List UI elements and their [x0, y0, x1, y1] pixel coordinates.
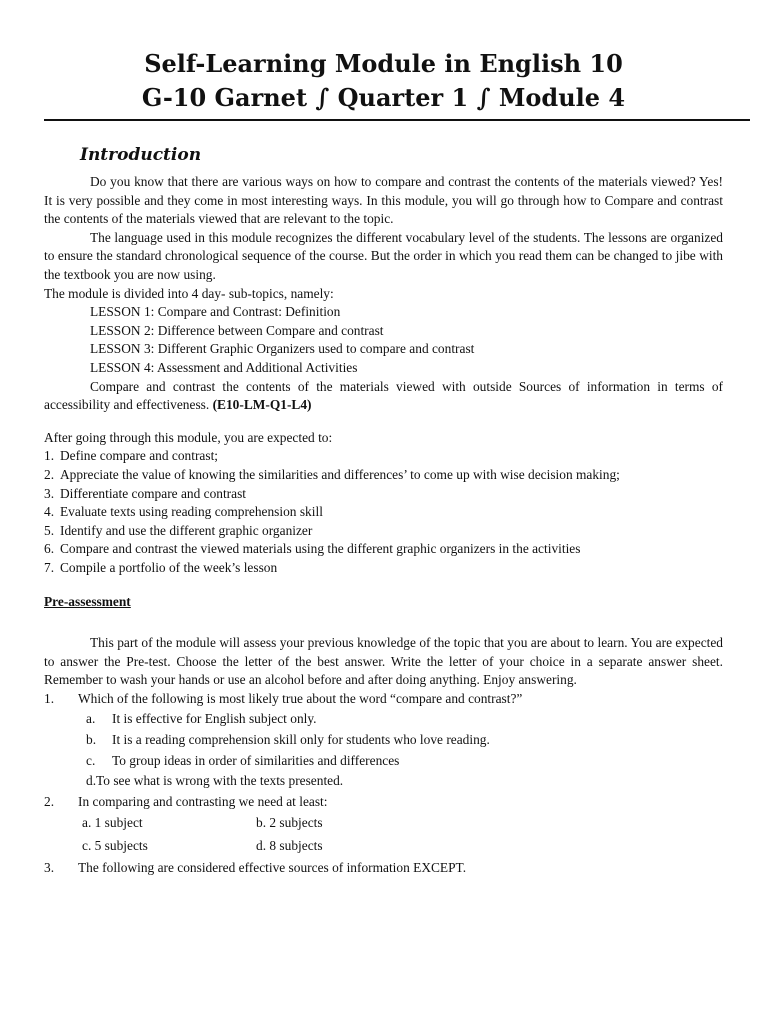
answer-option — [44, 731, 723, 750]
objective-text: Compile a portfolio of the week’s lesson — [60, 559, 278, 575]
module-page — [44, 0, 723, 877]
objectives-list — [44, 447, 723, 577]
question-3 — [44, 859, 723, 878]
answer-options-row — [44, 837, 723, 856]
answer-option: d. 8 subjects — [256, 838, 323, 853]
question-number: 2. — [44, 793, 55, 809]
option-text: It is a reading comprehension skill only for students who love reading. — [112, 732, 490, 748]
competency-statement — [44, 378, 723, 415]
objective-number: 6. — [44, 541, 55, 557]
introduction-body — [44, 173, 723, 877]
question-2 — [44, 793, 723, 812]
question-text: Which of the following is most likely true about the word “compare and contrast?” — [78, 690, 523, 706]
answer-option — [44, 710, 723, 729]
lesson-item: LESSON 1: Compare and Contrast: Definition — [90, 304, 341, 320]
objective-text: Evaluate texts using reading comprehension skill — [60, 504, 323, 520]
question-number: 1. — [44, 690, 55, 706]
answer-option — [44, 752, 723, 771]
objective-item — [44, 447, 723, 466]
question-1 — [44, 690, 723, 709]
objective-item — [44, 485, 723, 504]
objective-item — [44, 466, 723, 485]
objective-item — [44, 540, 723, 559]
objective-number: 1. — [44, 448, 55, 464]
competency-code: (E10-LM-Q1-L4) — [212, 397, 312, 413]
question-number: 3. — [44, 859, 55, 875]
question-text: The following are considered effective sources of information EXCEPT. — [78, 859, 467, 875]
objective-text: Identify and use the different graphic organizer — [60, 522, 313, 538]
intro-paragraph-3: The module is divided into 4 day- sub-topics, namely: — [44, 285, 334, 301]
title-line-2: G-10 Garnet ∫ Quarter 1 ∫ Module 4 — [141, 83, 626, 112]
answer-option: b. 2 subjects — [256, 815, 323, 831]
objective-item — [44, 522, 723, 541]
lesson-item: LESSON 3: Different Graphic Organizers used to compare and contrast — [90, 341, 475, 357]
objective-item — [44, 503, 723, 522]
intro-paragraph-1: Do you know that there are various ways on how to compare and contrast the contents of the materials viewed? Yes! It is very possible and they come in most interesting ways. In this module, you will go through how to Compare and contrast the contents of the materials viewed that are relevant to the topic. — [44, 174, 723, 227]
question-text: In comparing and contrasting we need at least: — [78, 793, 328, 809]
answer-option: a. 1 subject — [82, 815, 143, 831]
answer-options-row — [44, 814, 723, 833]
lesson-item: LESSON 4: Assessment and Additional Activities — [90, 359, 358, 375]
option-letter: c. — [86, 752, 96, 768]
objective-text: Define compare and contrast; — [60, 448, 219, 464]
objective-item — [44, 559, 723, 578]
objective-number: 2. — [44, 466, 55, 482]
competency-text: Compare and contrast the contents of the materials viewed with outside Sources of information in terms of accessibility and effectiveness. — [44, 378, 723, 413]
option-text: To group ideas in order of similarities and differences — [112, 752, 400, 768]
answer-option-d: d.To see what is wrong with the texts presented. — [86, 773, 344, 789]
objective-text: Appreciate the value of knowing the similarities and differences’ to come up with wise decision making; — [60, 466, 620, 482]
objective-text: Differentiate compare and contrast — [60, 485, 247, 501]
answer-option: c. 5 subjects — [82, 838, 148, 853]
objective-number: 3. — [44, 485, 55, 501]
preassessment-heading: Pre-assessment — [44, 594, 131, 610]
title-line-1: Self-Learning Module in English 10 — [144, 49, 623, 78]
objective-number: 4. — [44, 504, 55, 520]
objective-number: 5. — [44, 522, 55, 538]
lesson-item: LESSON 2: Difference between Compare and contrast — [90, 322, 384, 338]
option-text: It is effective for English subject only. — [112, 711, 317, 727]
objectives-lead: After going through this module, you are expected to: — [44, 429, 333, 445]
option-letter: b. — [86, 732, 97, 748]
introduction-heading: Introduction — [80, 145, 202, 165]
objective-number: 7. — [44, 559, 55, 575]
objective-text: Compare and contrast the viewed materials using the different graphic organizers in the activities — [60, 541, 581, 557]
title-divider — [44, 119, 750, 121]
preassessment-instructions: This part of the module will assess your previous knowledge of the topic that you are about to learn. You are expected to answer the Pre-test. Choose the letter of the best answer. Write the letter of your choice in a separate answer sheet. Remember to wash your hands or use an alcohol before and after doing anything. Enjoy answering. — [44, 635, 723, 688]
module-title — [44, 47, 723, 115]
option-letter: a. — [86, 711, 96, 727]
intro-paragraph-2: The language used in this module recognizes the different vocabulary level of the students. The lessons are organized to ensure the standard chronological sequence of the course. But the order in which you read them can be changed to jibe with the textbook you are now using. — [44, 229, 723, 282]
